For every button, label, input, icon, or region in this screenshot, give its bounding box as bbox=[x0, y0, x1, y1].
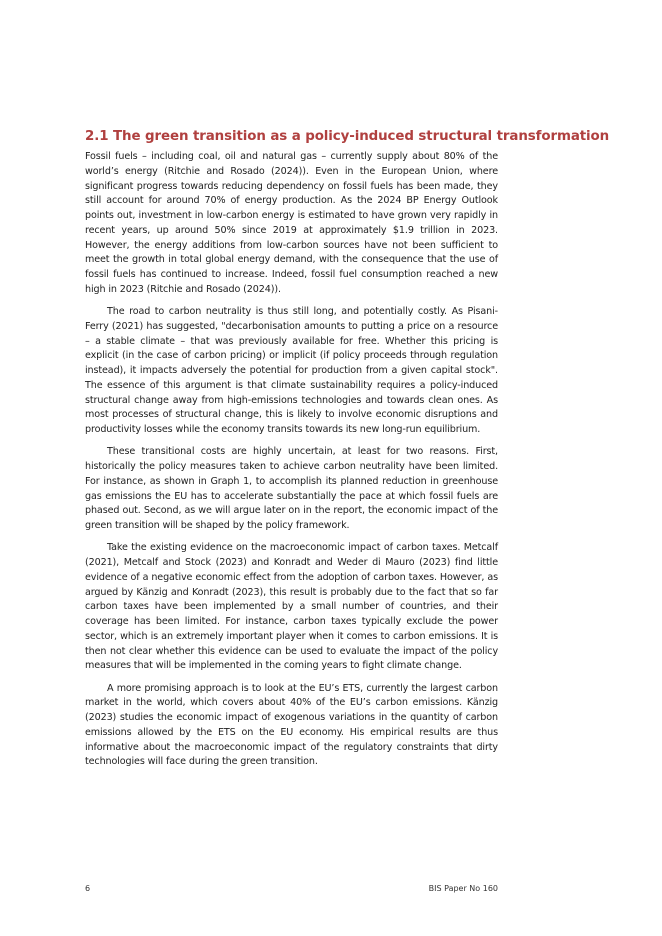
section-heading: 2.1 The green transition as a policy-induced structural transformation bbox=[85, 129, 610, 145]
body-text bbox=[85, 150, 498, 778]
paragraph-5: A more promising approach is to look at the EU’s ETS, currently the largest carbon market in the world, which covers about 40% of the EU’s carbon emissions. Känzig (2023) studies the economic impact of exogenous variations in the quantity of carbon emissions allowed by the ETS on the EU economy. His empirical results are thus informative about the macroeconomic impact of the regulatory constraints that dirty technologies will face during the green transition. bbox=[85, 682, 498, 768]
page-number: 6 bbox=[85, 884, 91, 893]
paragraph-2: The road to carbon neutrality is thus still long, and potentially costly. As Pisani-Ferry (2021) has suggested, "decarbonisation amounts to putting a price on a resource – a stable climate – that was previously available for free. Whether this pricing is explicit (in the case of carbon pricing) or implicit (if policy proceeds through regulation instead), it impacts adversely the potential for production from a given capital stock". The essence of this argument is that climate sustainability requires a policy-induced structural change away from high-emissions technologies and towards clean ones. As most processes of structural change, this is likely to involve economic disruptions and productivity losses while the economy transits towards its new long-run equilibrium. bbox=[85, 306, 498, 435]
publication-label: BIS Paper No 160 bbox=[428, 884, 498, 893]
paragraph-1: Fossil fuels – including coal, oil and natural gas – currently supply about 80% of the world’s energy (Ritchie and Rosado (2024)). Even in the European Union, where significant progress towards reducing dependency on fossil fuels has been made, they still account for around 70% of energy production. As the 2024 BP Energy Outlook points out, investment in low-carbon energy is estimated to have grown very rapidly in recent years, up around 50% since 2019 at approximately $1.9 trillion in 2023. However, the energy additions from low-carbon sources have not been sufficient to meet the growth in total global energy demand, with the consequence that the use of fossil fuels has continued to increase. Indeed, fossil fuel consumption reached a new high in 2023 (Ritchie and Rosado (2024)). bbox=[85, 151, 498, 295]
paragraph-4: Take the existing evidence on the macroeconomic impact of carbon taxes. Metcalf (2021), Metcalf and Stock (2023) and Konradt and Weder di Mauro (2023) find little evidence of a negative economic effect from the adoption of carbon taxes. However, as argued by Känzig and Konradt (2023), this result is probably due to the fact that so far carbon taxes have been implemented by a small number of countries, and their coverage has been limited. For instance, carbon taxes typically exclude the power sector, which is an extremely important player when it comes to carbon emissions. It is then not clear whether this evidence can be used to evaluate the impact of the policy measures that will be implemented in the coming years to fight climate change. bbox=[85, 542, 498, 672]
paragraph-3: These transitional costs are highly uncertain, at least for two reasons. First, historically the policy measures taken to achieve carbon neutrality have been limited. For instance, as shown in Graph 1, to accomplish its planned reduction in greenhouse gas emissions the EU has to accelerate substantially the pace at which fossil fuels are phased out. Second, as we will argue later on in the report, the economic impact of the green transition will be shaped by the policy framework. bbox=[85, 446, 498, 531]
